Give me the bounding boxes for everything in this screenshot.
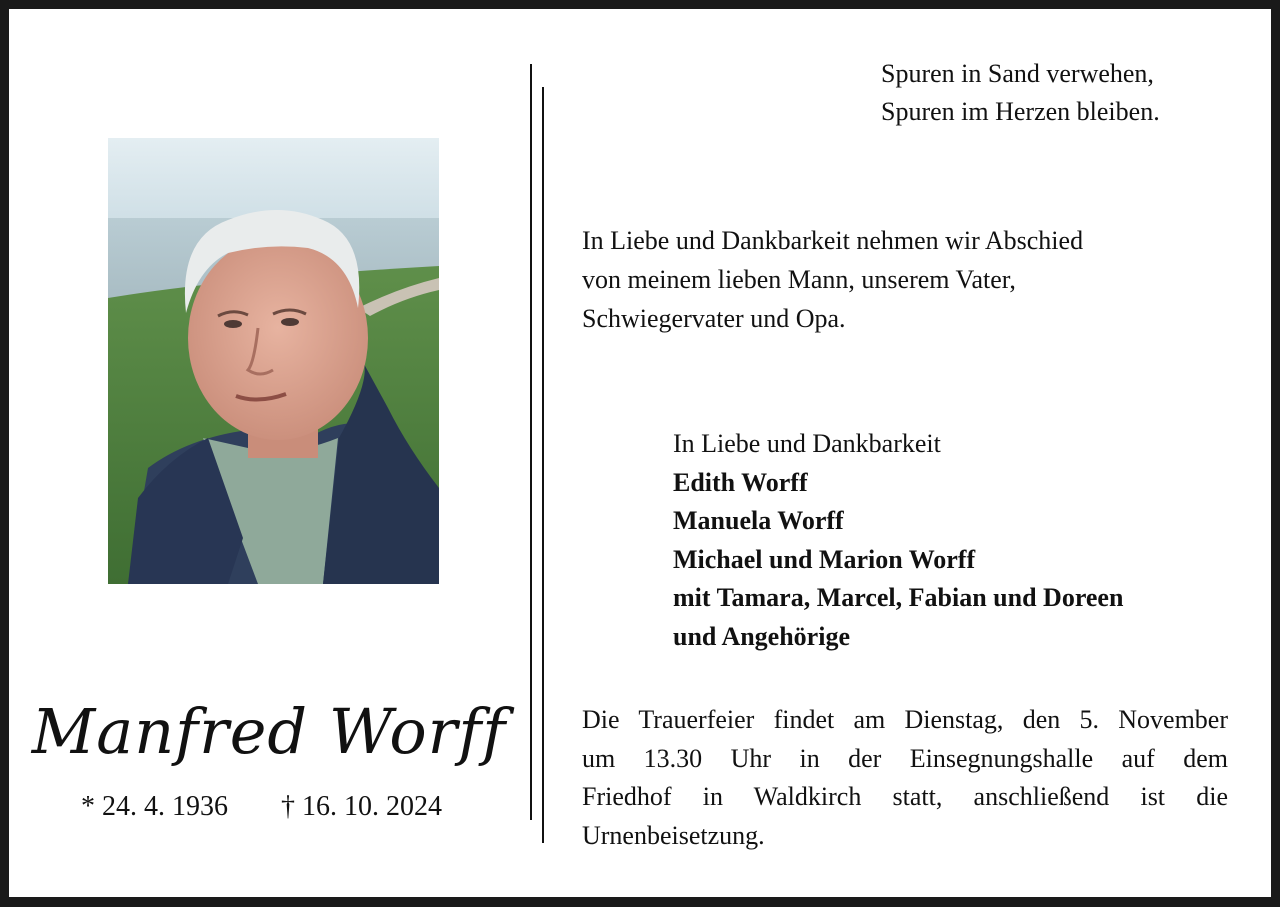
farewell-line: von meinem lieben Mann, unserem Vater, (582, 265, 1016, 294)
divider-line-left (530, 64, 532, 820)
mourner-name: Manuela Worff (673, 506, 844, 535)
ceremony-line: Urnenbeisetzung. (582, 820, 765, 850)
ceremony-notice (582, 701, 1228, 855)
motto-line: Spuren im Herzen bleiben. (881, 97, 1160, 126)
obituary-card (9, 9, 1271, 897)
portrait-illustration (108, 138, 439, 584)
life-dates (81, 791, 481, 823)
birth-date: * 24. 4. 1936 (81, 791, 228, 822)
divider-line-right (542, 87, 544, 843)
ceremony-line: Die Trauerfeier findet am Dienstag, den 5. November (582, 705, 1228, 734)
motto (881, 55, 1241, 131)
mourner-name: Michael und Marion Worff (673, 544, 976, 574)
farewell-line: Schwiegervater und Opa. (582, 304, 846, 333)
ceremony-line: Friedhof in Waldkirch statt, anschließend ist die (582, 782, 1228, 811)
motto-line: Spuren in Sand verwehen, (881, 59, 1154, 88)
mourners-heading: In Liebe und Dankbarkeit (673, 429, 941, 458)
mourner-name: mit Tamara, Marcel, Fabian und Doreen (673, 583, 1124, 612)
portrait-photo (108, 138, 439, 584)
death-date: † 16. 10. 2024 (281, 791, 442, 822)
deceased-name: Manfred Worff (31, 695, 507, 768)
farewell-line: In Liebe und Dankbarkeit nehmen wir Abschied (582, 226, 1084, 255)
ceremony-line: um 13.30 Uhr in der Einsegnungshalle auf dem (582, 743, 1228, 773)
farewell-text (582, 221, 1242, 338)
mourners-list (673, 425, 1253, 656)
mourner-name: und Angehörige (673, 621, 850, 651)
mourner-name: Edith Worff (673, 467, 808, 497)
